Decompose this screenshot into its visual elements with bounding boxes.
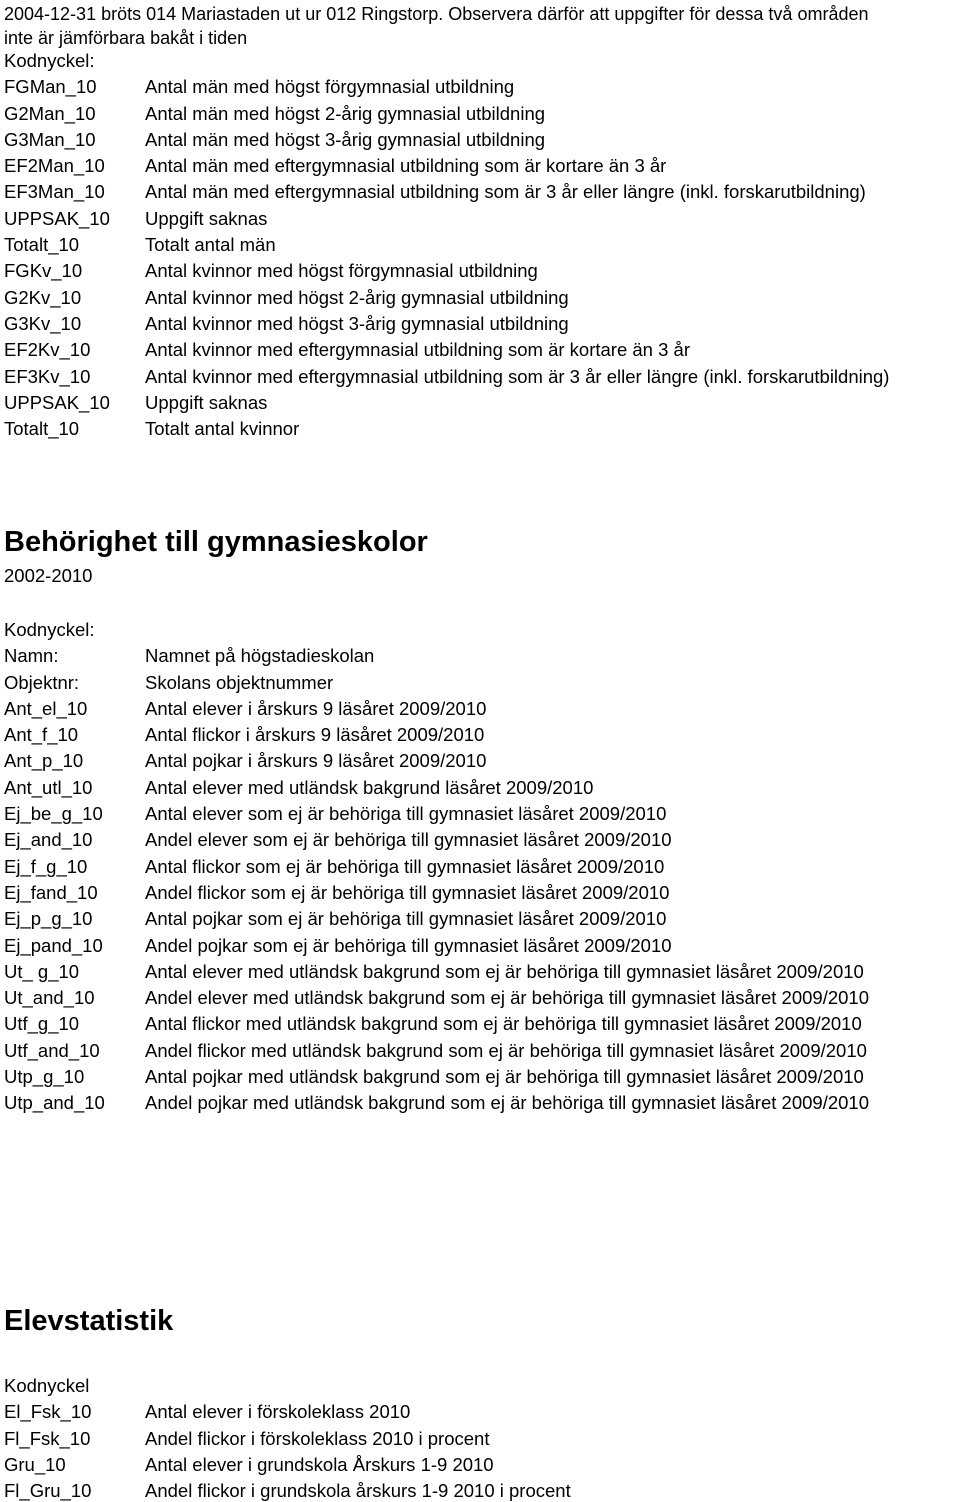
key-description: Antal elever som ej är behöriga till gymnasiet läsåret 2009/2010 [145, 803, 667, 825]
pupils-key-section [4, 1373, 960, 1502]
key-description: Andel flickor som ej är behöriga till gymnasiet läsåret 2009/2010 [145, 881, 670, 903]
key-description: Totalt antal kvinnor [145, 418, 300, 440]
key-row [4, 179, 960, 205]
key-description: Antal elever i förskoleklass 2010 [145, 1401, 411, 1423]
key-description: Antal män med eftergymnasial utbildning som är 3 år eller längre (inkl. forskarutbildning) [145, 181, 866, 203]
pupils-heading: Elevstatistik [4, 1305, 174, 1337]
key-code: Ant_utl_10 [4, 776, 93, 798]
key-description: Andel elever med utländsk bakgrund som ej är behöriga till gymnasiet läsåret 2009/2010 [145, 987, 869, 1009]
key-code: FGKv_10 [4, 260, 83, 282]
key-row [4, 722, 960, 748]
key-description: Antal kvinnor med eftergymnasial utbildning som är 3 år eller längre (inkl. forskarutbildning) [145, 365, 890, 387]
key-row [4, 206, 960, 232]
key-description: Antal flickor som ej är behöriga till gymnasiet läsåret 2009/2010 [145, 855, 665, 877]
key-description: Antal elever med utländsk bakgrund läsåret 2009/2010 [145, 776, 594, 798]
key-row [4, 880, 960, 906]
key-description: Antal män med högst 3-årig gymnasial utbildning [145, 128, 546, 150]
key-description: Antal män med högst förgymnasial utbildning [145, 76, 515, 98]
key-code: Ej_fand_10 [4, 881, 98, 903]
key-row [4, 1090, 960, 1116]
key-row [4, 696, 960, 722]
key-row [4, 1426, 960, 1452]
key-code: Ant_p_10 [4, 750, 84, 772]
key-row [4, 337, 960, 363]
key-code: FGMan_10 [4, 76, 97, 98]
intro-note: 2004-12-31 bröts 014 Mariastaden ut ur 012 Ringstorp. Observera därför att uppgifter för dessa två områden inte är jämförbara bakåt i tiden [4, 4, 869, 48]
key-row [4, 127, 960, 153]
key-row [4, 390, 960, 416]
key-code: G3Man_10 [4, 128, 96, 150]
key-description: Andel flickor med utländsk bakgrund som ej är behöriga till gymnasiet läsåret 2009/2010 [145, 1039, 867, 1061]
key-description: Uppgift saknas [145, 207, 268, 229]
key-code: EF2Kv_10 [4, 339, 91, 361]
key-code: Ut_and_10 [4, 987, 95, 1009]
key-row [4, 1011, 960, 1037]
education-key-list [4, 74, 960, 442]
key-code: Ant_f_10 [4, 724, 79, 746]
key-row [4, 775, 960, 801]
key-code: EF2Man_10 [4, 155, 105, 177]
eligibility-years: 2002-2010 [4, 565, 93, 586]
key-description: Antal pojkar som ej är behöriga till gymnasiet läsåret 2009/2010 [145, 908, 667, 930]
key-code: UPPSAK_10 [4, 391, 110, 413]
key-code: Utp_and_10 [4, 1092, 105, 1114]
key-description: Antal elever i grundskola Årskurs 1-9 2010 [145, 1453, 494, 1475]
key-description: Antal män med eftergymnasial utbildning som är kortare än 3 år [145, 155, 667, 177]
eligibility-key-list [4, 643, 960, 1116]
key-description: Antal pojkar med utländsk bakgrund som ej är behöriga till gymnasiet läsåret 2009/2010 [145, 1066, 864, 1088]
key-code: Ej_f_g_10 [4, 855, 88, 877]
key-code: Gru_10 [4, 1453, 66, 1475]
key-row [4, 101, 960, 127]
pupils-section [4, 1303, 960, 1339]
key-row [4, 985, 960, 1011]
key-code: Ej_and_10 [4, 829, 93, 851]
key-row [4, 1399, 960, 1425]
key-row [4, 416, 960, 442]
key-code: Fl_Gru_10 [4, 1480, 92, 1502]
key-row [4, 643, 960, 669]
education-key-section [4, 48, 960, 442]
key-row [4, 906, 960, 932]
key-row [4, 1038, 960, 1064]
key-description: Andel pojkar med utländsk bakgrund som ej är behöriga till gymnasiet läsåret 2009/2010 [145, 1092, 869, 1114]
key-code: EF3Kv_10 [4, 365, 91, 387]
key-description: Antal kvinnor med högst 2-årig gymnasial utbildning [145, 286, 569, 308]
key-row [4, 854, 960, 880]
key-code: Fl_Fsk_10 [4, 1427, 91, 1449]
key-description: Totalt antal män [145, 234, 276, 256]
key-description: Antal kvinnor med högst 3-årig gymnasial utbildning [145, 312, 569, 334]
key-row [4, 959, 960, 985]
key-description: Uppgift saknas [145, 391, 268, 413]
pupils-key-list [4, 1399, 960, 1502]
key-code: Ant_el_10 [4, 697, 88, 719]
key-row [4, 285, 960, 311]
key-row [4, 1064, 960, 1090]
eligibility-key-label: Kodnyckel: [4, 619, 95, 640]
eligibility-heading: Behörighet till gymnasieskolor [4, 526, 428, 558]
key-description: Andel elever som ej är behöriga till gymnasiet läsåret 2009/2010 [145, 829, 672, 851]
key-description: Antal kvinnor med högst förgymnasial utbildning [145, 260, 538, 282]
education-key-label: Kodnyckel: [4, 50, 95, 71]
eligibility-key-section [4, 617, 960, 1117]
key-code: Ej_be_g_10 [4, 803, 103, 825]
key-code: Totalt_10 [4, 418, 80, 440]
key-code: UPPSAK_10 [4, 207, 110, 229]
key-row [4, 670, 960, 696]
key-description: Antal elever i årskurs 9 läsåret 2009/2010 [145, 697, 487, 719]
key-description: Antal elever med utländsk bakgrund som ej är behöriga till gymnasiet läsåret 2009/2010 [145, 960, 864, 982]
key-row [4, 933, 960, 959]
key-row [4, 748, 960, 774]
key-description: Antal flickor i årskurs 9 läsåret 2009/2010 [145, 724, 485, 746]
key-code: EF3Man_10 [4, 181, 105, 203]
key-description: Andel flickor i grundskola årskurs 1-9 2010 i procent [145, 1480, 571, 1502]
key-row [4, 74, 960, 100]
key-row [4, 153, 960, 179]
key-description: Namnet på högstadieskolan [145, 645, 375, 667]
key-code: Objektnr: [4, 671, 80, 693]
pupils-key-label: Kodnyckel [4, 1375, 90, 1396]
key-code: Namn: [4, 645, 59, 667]
key-row [4, 364, 960, 390]
key-row [4, 1452, 960, 1478]
key-code: G2Kv_10 [4, 286, 82, 308]
key-description: Skolans objektnummer [145, 671, 334, 693]
key-row [4, 232, 960, 258]
key-description: Antal flickor med utländsk bakgrund som ej är behöriga till gymnasiet läsåret 2009/2010 [145, 1013, 862, 1035]
key-row [4, 801, 960, 827]
key-code: Utf_g_10 [4, 1013, 80, 1035]
key-code: Ut_ g_10 [4, 960, 80, 982]
key-row [4, 827, 960, 853]
key-code: G2Man_10 [4, 102, 96, 124]
key-code: Ej_pand_10 [4, 934, 103, 956]
key-code: Ej_p_g_10 [4, 908, 93, 930]
key-code: Totalt_10 [4, 234, 80, 256]
key-code: El_Fsk_10 [4, 1401, 92, 1423]
key-description: Antal kvinnor med eftergymnasial utbildning som är kortare än 3 år [145, 339, 690, 361]
key-row [4, 258, 960, 284]
eligibility-section [4, 524, 960, 589]
key-row [4, 311, 960, 337]
key-description: Antal pojkar i årskurs 9 läsåret 2009/2010 [145, 750, 487, 772]
key-description: Andel pojkar som ej är behöriga till gymnasiet läsåret 2009/2010 [145, 934, 672, 956]
key-code: G3Kv_10 [4, 312, 82, 334]
key-description: Andel flickor i förskoleklass 2010 i procent [145, 1427, 490, 1449]
key-code: Utf_and_10 [4, 1039, 100, 1061]
key-code: Utp_g_10 [4, 1066, 85, 1088]
key-row [4, 1478, 960, 1502]
key-description: Antal män med högst 2-årig gymnasial utbildning [145, 102, 546, 124]
